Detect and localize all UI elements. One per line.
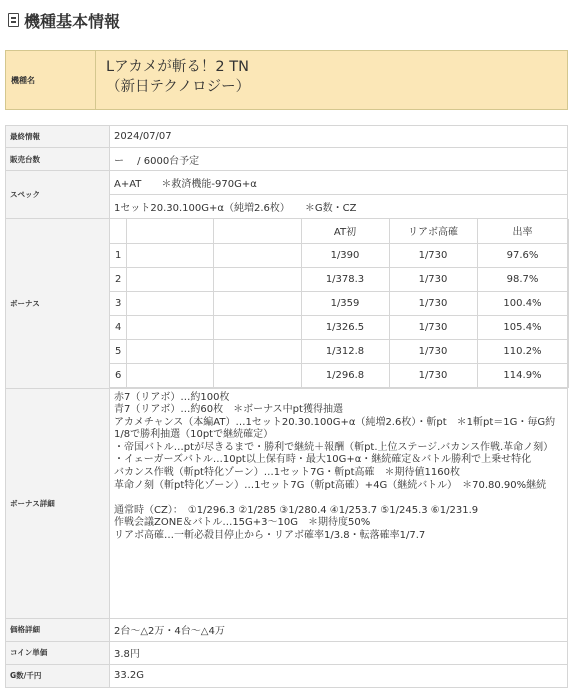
bonus-row	[110, 363, 568, 387]
bonus-cell	[110, 219, 568, 389]
setting-number: 3	[110, 291, 126, 315]
setting-number: 2	[110, 267, 126, 291]
spec-line-1: A+AT ＊救済機能-970G+α	[110, 171, 568, 195]
bonus-cell-empty	[126, 315, 213, 339]
bonus-cell-empty	[213, 315, 301, 339]
price-label: 価格詳細	[6, 618, 110, 641]
at-probability: 1/359	[301, 291, 389, 315]
bonus-cell-empty	[126, 363, 213, 387]
setting-number: 6	[110, 363, 126, 387]
bonus-cell-empty	[213, 339, 301, 363]
bonus-detail-cell	[110, 388, 568, 618]
row-coin	[6, 641, 568, 664]
reabo-probability: 1/730	[389, 243, 477, 267]
setting-number: 5	[110, 339, 126, 363]
g-per-1000-value: 33.2G	[110, 664, 568, 687]
reabo-probability: 1/730	[389, 315, 477, 339]
payout-rate: 97.6%	[477, 243, 568, 267]
price-value: 2台～△2万・4台～△4万	[110, 618, 568, 641]
at-probability: 1/390	[301, 243, 389, 267]
reabo-probability: 1/730	[389, 267, 477, 291]
bonus-row	[110, 267, 568, 291]
bonus-detail-label: ボーナス詳細	[6, 388, 110, 618]
at-probability: 1/296.8	[301, 363, 389, 387]
update-value: 2024/07/07	[110, 126, 568, 148]
model-maker: （新日テクノロジー）	[106, 79, 251, 95]
bonus-row	[110, 243, 568, 267]
payout-rate: 100.4%	[477, 291, 568, 315]
update-label: 最終情報	[6, 126, 110, 148]
row-spec-1	[6, 171, 568, 195]
reabo-probability: 1/730	[389, 339, 477, 363]
setting-number: 4	[110, 315, 126, 339]
bonus-cell-empty	[126, 243, 213, 267]
setting-number: 1	[110, 243, 126, 267]
bonus-row	[110, 315, 568, 339]
model-name-label: 機種名	[6, 51, 96, 109]
bonus-row	[110, 339, 568, 363]
reabo-probability: 1/730	[389, 291, 477, 315]
g-per-1000-label: G数/千円	[6, 664, 110, 687]
bonus-cell-empty	[213, 363, 301, 387]
model-name-value	[96, 51, 250, 109]
bonus-header: 出率	[477, 219, 568, 243]
spec-table	[5, 125, 568, 688]
sales-label: 販売台数	[6, 148, 110, 171]
bonus-header	[213, 219, 301, 243]
bonus-cell-empty	[126, 267, 213, 291]
bonus-cell-empty	[213, 243, 301, 267]
bonus-header: AT初	[301, 219, 389, 243]
reabo-probability: 1/730	[389, 363, 477, 387]
bonus-header	[126, 219, 213, 243]
payout-rate: 98.7%	[477, 267, 568, 291]
at-probability: 1/312.8	[301, 339, 389, 363]
payout-rate: 105.4%	[477, 315, 568, 339]
page-header	[0, 0, 580, 40]
document-icon	[8, 13, 19, 27]
bonus-header: リアボ高確	[389, 219, 477, 243]
bonus-label: ボーナス	[6, 219, 110, 389]
payout-rate: 110.2%	[477, 339, 568, 363]
coin-value: 3.8円	[110, 641, 568, 664]
bonus-row	[110, 291, 568, 315]
model-name: Lアカメが斬る！2 TN	[106, 59, 249, 75]
bonus-cell-empty	[126, 339, 213, 363]
row-price	[6, 618, 568, 641]
coin-label: コイン単価	[6, 641, 110, 664]
row-update	[6, 126, 568, 148]
row-bonus-detail	[6, 388, 568, 618]
bonus-cell-empty	[126, 291, 213, 315]
model-name-panel	[5, 50, 568, 110]
sales-value: ー / 6000台予定	[110, 148, 568, 171]
bonus-detail-text: 赤7（リアボ）…約100枚 青7（リアボ）…約60枚 ＊ボーナス中pt獲得抽選 アカメチャンス（本編AT）…1セット20.30.100G+α（純増2.6枚）・斬pt ＊1斬pt＝1G・毎G約1/8で勝利抽選（10ptで継続確定） ・帝国バトル…ptが尽きるまで・勝利で継続＋報酬（斬pt.上位ステージ.バカンス作戦.革命ノ刻） ・イェーガーズバトル…10pt以上保有時・最大10G+α・継続確定＆バトル勝利で上乗せ特化 バカンス作戦（斬pt特化ゾーン）…1セット7G・斬pt高確 ＊期待値1160枚 革命ノ刻（斬pt特化ゾーン）…1セット7G（斬pt高確）+4G（継続バトル） ＊70.80.90%継続 通常時（CZ）： ①1/296.3 ②1/285 ③1/280.4 ④1/253.7 ⑤1/245.3 ⑥1/231.9 作戦会議ZONE＆バトル…15G+3～10G ＊期待度50% リアボ高確…一斬必殺目停止から・リアボ確率1/3.8・転落確率1/7.7	[114, 391, 556, 542]
row-bonus	[6, 219, 568, 389]
spec-line-2: 1セット20.30.100G+α（純増2.6枚） ＊G数・CZ	[110, 195, 568, 219]
bonus-header-row	[110, 219, 568, 243]
at-probability: 1/378.3	[301, 267, 389, 291]
row-sales	[6, 148, 568, 171]
bonus-cell-empty	[213, 291, 301, 315]
bonus-header	[110, 219, 126, 243]
row-g-per-1000	[6, 664, 568, 687]
at-probability: 1/326.5	[301, 315, 389, 339]
bonus-cell-empty	[213, 267, 301, 291]
payout-rate: 114.9%	[477, 363, 568, 387]
bonus-table	[110, 219, 569, 388]
spec-label: スペック	[6, 171, 110, 219]
page-title: 機種基本情報	[24, 11, 121, 31]
